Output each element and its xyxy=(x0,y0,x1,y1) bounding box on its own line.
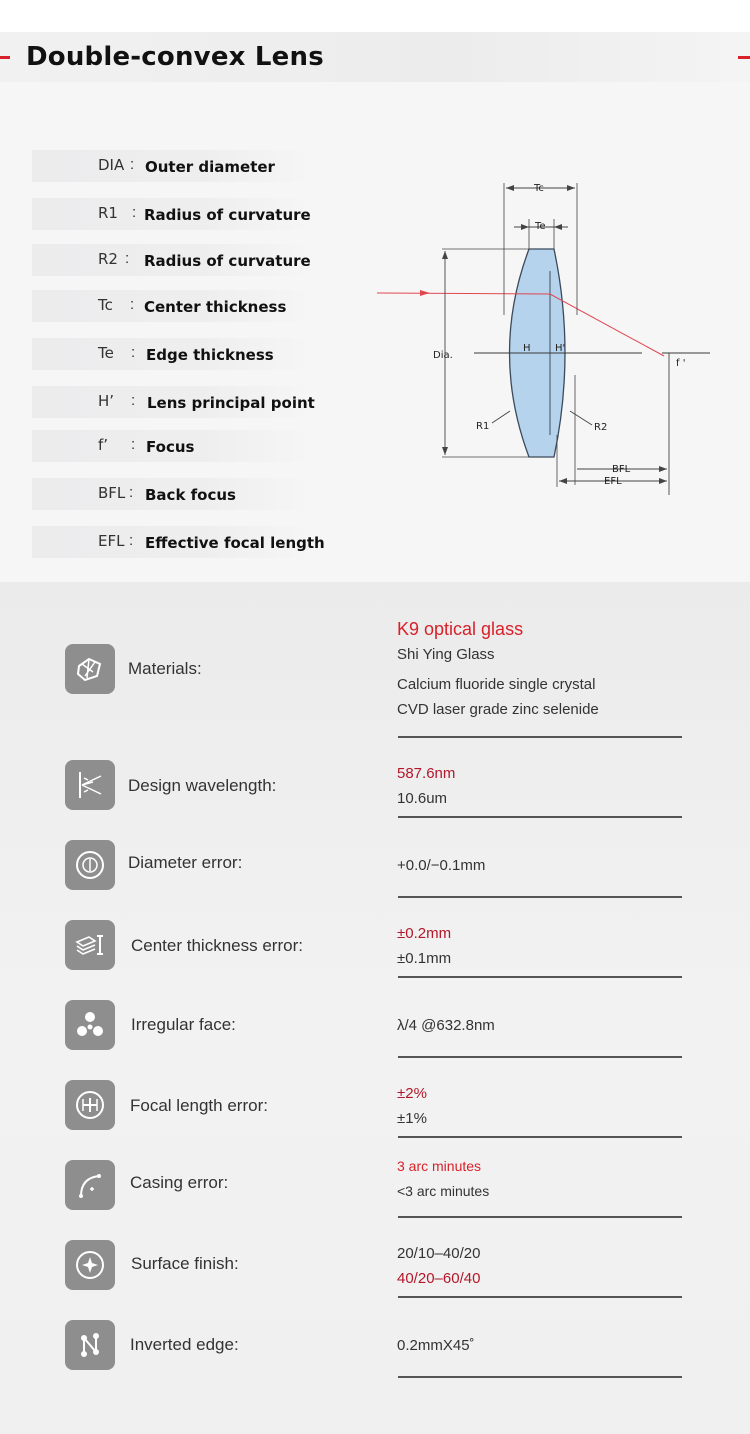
accent-mark-right xyxy=(738,56,750,59)
focal-length-value-2: ±1% xyxy=(397,1110,427,1127)
materials-value-1: K9 optical glass xyxy=(397,619,524,639)
casing-error-value-2: <3 arc minutes xyxy=(397,1183,490,1199)
surface-finish-label: Surface finish: xyxy=(131,1254,239,1273)
focal-length-value-1: ±2% xyxy=(397,1085,427,1102)
focal-divider xyxy=(398,1136,682,1138)
center-thickness-value-2: ±0.1mm xyxy=(397,950,452,967)
bfl-label: BFL xyxy=(612,464,631,475)
surface-finish-value-2: 40/20–60/40 xyxy=(397,1270,481,1287)
crystal-icon xyxy=(65,644,115,694)
edge-divider xyxy=(398,1376,682,1378)
definition-row-bfl: BFL : Back focus xyxy=(32,478,312,510)
irregular-face-value: λ/4 @632.8nm xyxy=(397,1017,495,1034)
definition-row-tc: Tc : Center thickness xyxy=(32,290,312,322)
dia-label: Dia. xyxy=(433,350,453,361)
definition-row-h-prime: H’ : Lens principal point xyxy=(32,386,312,418)
focal-icon xyxy=(65,1080,115,1130)
thickness-icon xyxy=(65,920,115,970)
wavelength-icon xyxy=(65,760,115,810)
focal-length-error-label: Focal length error: xyxy=(130,1096,268,1115)
h-prime-label: H' xyxy=(555,343,566,354)
diameter-error-label: Diameter error: xyxy=(128,853,243,872)
irregular-divider xyxy=(398,1056,682,1058)
casing-icon xyxy=(65,1160,115,1210)
diameter-icon xyxy=(65,840,115,890)
irregular-icon xyxy=(65,1000,115,1050)
r2-leader xyxy=(570,411,592,425)
lens-diagram xyxy=(372,175,717,495)
inverted-edge-label: Inverted edge: xyxy=(130,1335,239,1354)
center-thickness-error-label: Center thickness error: xyxy=(131,936,303,955)
r1-label: R1 xyxy=(476,421,490,432)
diameter-divider xyxy=(398,896,682,898)
h-label: H xyxy=(523,343,531,354)
surface-icon xyxy=(65,1240,115,1290)
surface-divider xyxy=(398,1296,682,1298)
page-title: Double-convex Lens xyxy=(26,42,324,72)
wavelength-divider xyxy=(398,816,682,818)
wavelength-label: Design wavelength: xyxy=(128,776,277,795)
tc-label: Tc xyxy=(534,183,544,194)
casing-divider xyxy=(398,1216,682,1218)
materials-value-3: Calcium fluoride single crystal xyxy=(397,676,596,693)
center-thickness-value-1: ±0.2mm xyxy=(397,925,452,942)
thickness-divider xyxy=(398,976,682,978)
definition-row-r1: R1 : Radius of curvature xyxy=(32,198,312,230)
diameter-error-value: +0.0/−0.1mm xyxy=(397,857,486,874)
surface-finish-value-1: 20/10–40/20 xyxy=(397,1245,481,1262)
definition-row-f-prime: f’ : Focus xyxy=(32,430,312,462)
materials-label: Materials: xyxy=(128,659,202,678)
materials-value-2: Shi Ying Glass xyxy=(397,646,495,663)
inverted-edge-value: 0.2mmX45˚ xyxy=(397,1337,475,1354)
edge-icon xyxy=(65,1320,115,1370)
materials-divider xyxy=(398,736,682,738)
definition-row-efl: EFL : Effective focal length xyxy=(32,526,312,558)
wavelength-value-1: 587.6nm xyxy=(397,765,456,782)
r2-label: R2 xyxy=(594,422,608,433)
irregular-face-label: Irregular face: xyxy=(131,1015,236,1034)
definition-row-dia: DIA : Outer diameter xyxy=(32,150,312,182)
efl-label: EFL xyxy=(604,476,622,487)
casing-error-label: Casing error: xyxy=(130,1173,229,1192)
te-label: Te xyxy=(535,221,546,232)
materials-value-4: CVD laser grade zinc selenide xyxy=(397,701,599,718)
r1-leader xyxy=(492,411,510,423)
definition-row-te: Te : Edge thickness xyxy=(32,338,312,370)
ray-arrow xyxy=(420,290,430,296)
accent-mark-left xyxy=(0,56,10,59)
wavelength-value-2: 10.6um xyxy=(397,790,448,807)
casing-error-value-1: 3 arc minutes xyxy=(397,1158,482,1174)
definition-row-r2: R2 : Radius of curvature xyxy=(32,244,312,276)
f-prime-label: f ' xyxy=(676,358,686,369)
